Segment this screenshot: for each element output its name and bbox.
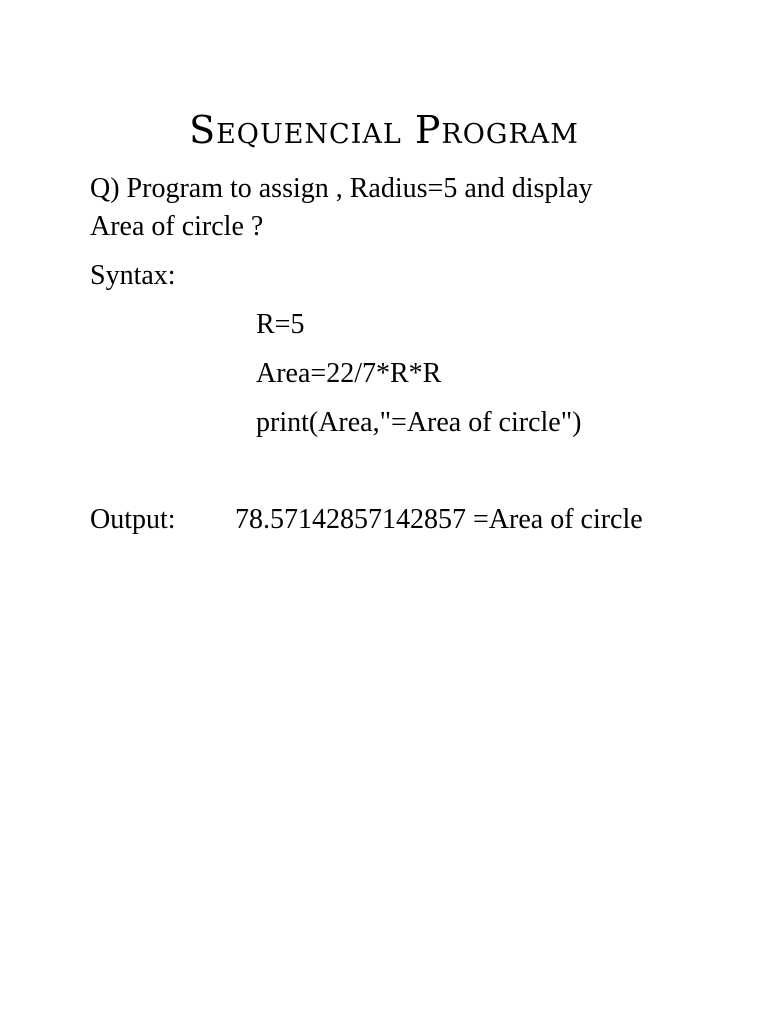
question-line-2: Area of circle ? [90, 211, 264, 242]
question-line-1: Q) Program to assign , Radius=5 and display [90, 173, 593, 204]
code-line-area: Area=22/7*R*R [256, 358, 442, 389]
code-line-print: print(Area,"=Area of circle") [256, 407, 582, 438]
output-label: Output: [90, 504, 176, 535]
page-title: Sequencial Program [189, 108, 579, 152]
code-line-radius: R=5 [256, 309, 305, 340]
syntax-label: Syntax: [90, 260, 176, 291]
output-value: 78.57142857142857 =Area of circle [235, 504, 643, 535]
